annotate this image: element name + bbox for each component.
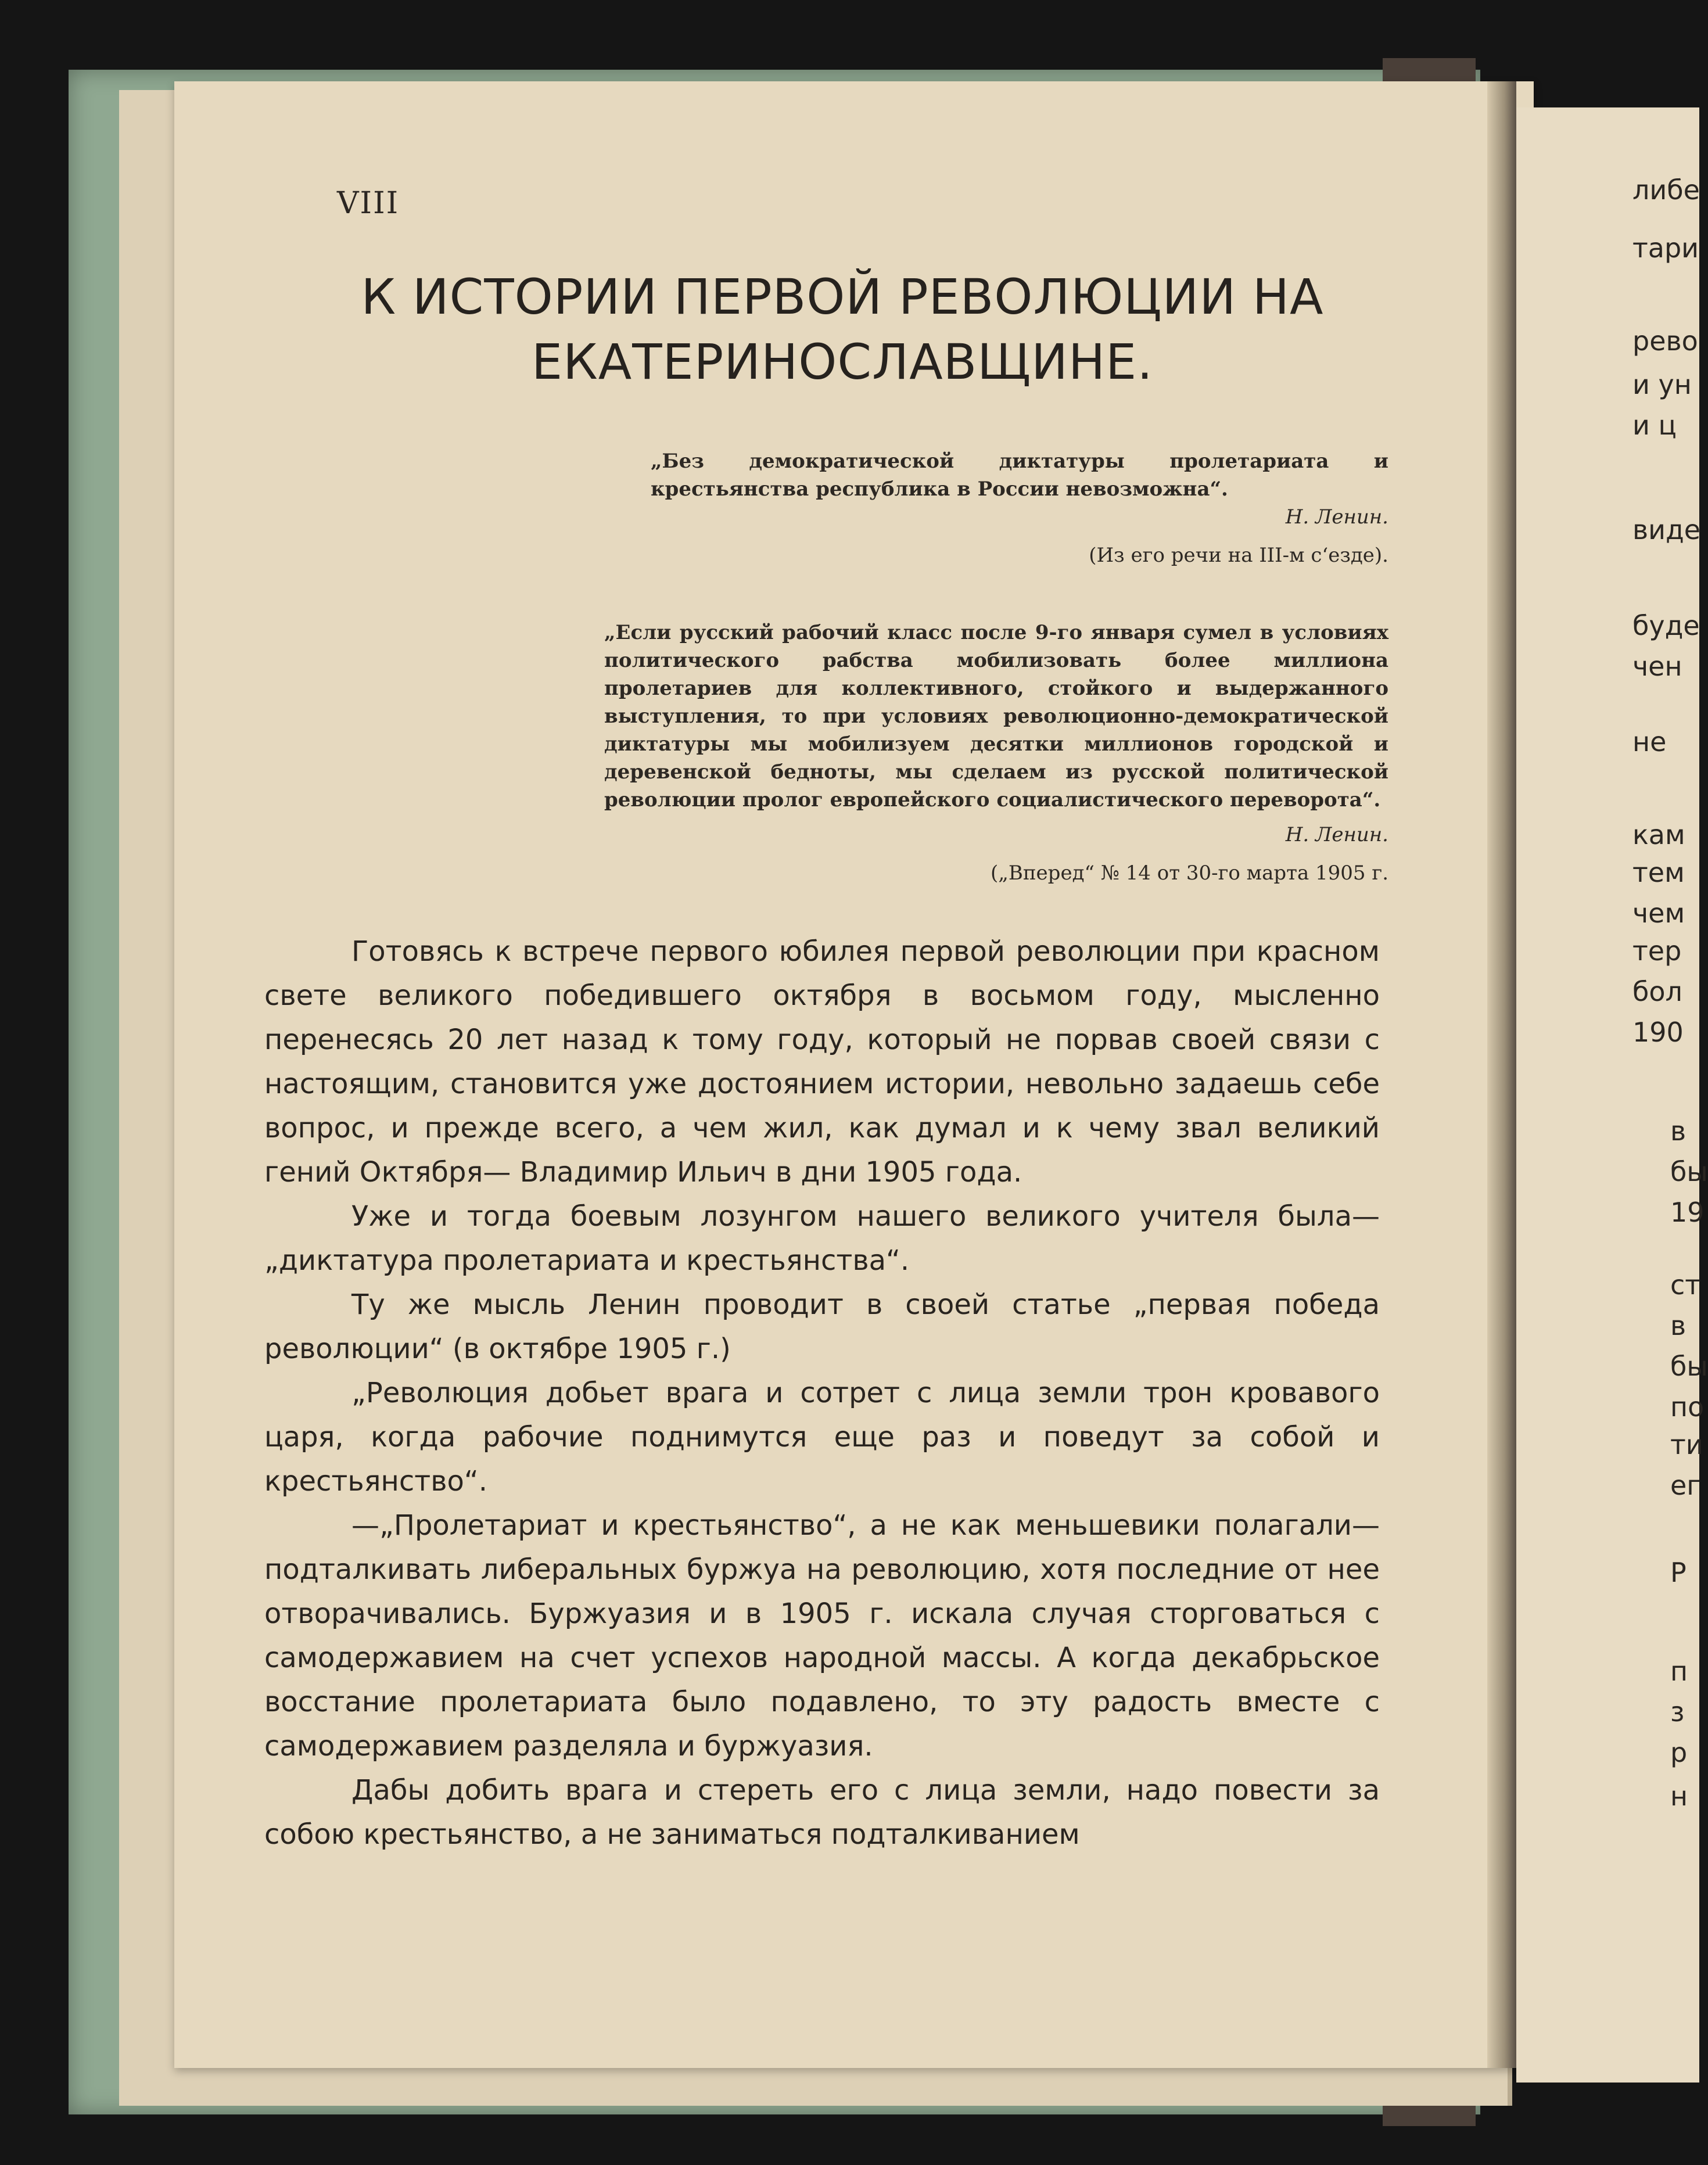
right-page-fragment: в — [1670, 1115, 1687, 1147]
paragraph: Уже и тогда боевым лозунгом нашего великого учителя была—„диктатура пролетариата и крестьянства“. — [264, 1200, 1380, 1277]
right-page-fragment: п — [1670, 1656, 1688, 1687]
right-page-fragment: тем — [1632, 857, 1685, 888]
right-page-fragment: Р — [1670, 1557, 1687, 1588]
right-page-fragment: 190 — [1632, 1017, 1684, 1048]
right-page — [1516, 107, 1708, 2083]
right-page-fragment: чем — [1632, 897, 1685, 929]
epigraph-1-source: (Из его речи на III-м с‘езде). — [1089, 544, 1388, 567]
epigraph-1 — [651, 447, 1388, 569]
right-page-fragment: тари — [1632, 232, 1699, 264]
epigraph-2-author: Н. Ленин. — [1285, 823, 1388, 846]
epigraph-2 — [604, 619, 1388, 887]
book-gutter — [1487, 81, 1516, 2068]
epigraph-1-author: Н. Ленин. — [1285, 505, 1388, 529]
paragraph: Дабы добить врага и стереть его с лица земли, надо повести за собою крестьянство, а не заниматься подталкиванием — [264, 1774, 1380, 1851]
right-page-fragment: кам — [1632, 819, 1685, 850]
right-page-fragment: и ун — [1632, 369, 1692, 400]
right-page-fragment: по — [1670, 1391, 1705, 1423]
right-page-fragment: з — [1670, 1696, 1685, 1728]
epigraph-2-source: („Вперед“ № 14 от 30-го марта 1905 г. — [991, 861, 1388, 885]
right-page-fragment: либе — [1632, 174, 1700, 206]
right-page-fragment: ег — [1670, 1470, 1701, 1501]
paragraph: Ту же мысль Ленин проводит в своей статье „первая победа революции“ (в октябре 1905 г.) — [264, 1288, 1380, 1365]
right-page-fragment: в — [1670, 1310, 1687, 1341]
right-page-fragment: чен — [1632, 651, 1682, 682]
right-page-fragment: виде — [1632, 514, 1701, 545]
right-page-fragment: и ц — [1632, 410, 1677, 441]
page-number: VIII — [337, 186, 400, 221]
right-page-fragment: р — [1670, 1737, 1688, 1768]
right-page-fragment: бол — [1632, 976, 1682, 1007]
right-page-fragment: бы — [1670, 1156, 1708, 1187]
paragraph: Готовясь к встрече первого юбилея первой революции при красном свете великого победившего октября в восьмом году, мысленно перенесясь 20 лет назад к тому году, который не порвав своей связи с настоящим, становится уже достоянием истории, невольно задаешь себе вопрос, и прежде всего, а чем жил, как думал и к чему звал великий гений Октября— Владимир Ильич в дни 1905 года. — [264, 935, 1380, 1189]
paragraph: —„Пролетариат и крестьянство“, а не как меньшевики полагали—подталкивать либеральных буржуа на революцию, хотя последние от нее отворачивались. Буржуазия и в 1905 г. искала случая сторговаться с самодержавием на счет успехов народной массы. А когда декабрьское восстание пролетариата было подавлено, то эту радость вместе с самодержавием разделяла и буржуазия. — [264, 1509, 1380, 1762]
right-page-fragment: буде — [1632, 610, 1700, 641]
right-page-fragment: тер — [1632, 935, 1682, 967]
right-page-fragment: н — [1670, 1780, 1688, 1812]
right-page-fragment: ст — [1670, 1269, 1701, 1301]
right-page-fragment: не — [1632, 726, 1667, 757]
paragraph: „Революция добьет врага и сотрет с лица земли трон кровавого царя, когда рабочие поднимутся еще раз и поведут за собой и крестьянство“. — [264, 1377, 1380, 1498]
epigraph-2-text: „Если русский рабочий класс после 9-го января сумел в условиях политического рабства мобилизовать более миллиона пролетариев для коллективного, стойкого и выдержанного выступления, то при условиях революционно-демократической диктатуры мы мобилизуем десятки миллионов городской и деревенской бедноты, мы сделаем из русской политической революции пролог европейского социалистического переворота“. — [604, 621, 1388, 812]
right-page-fragment: 19 — [1670, 1197, 1705, 1228]
right-page-fragment: рево — [1632, 325, 1698, 357]
body-text — [264, 929, 1380, 1857]
page-title: К ИСТОРИИ ПЕРВОЙ РЕВОЛЮЦИИ НА ЕКАТЕРИНОСЛАВЩИНЕ. — [361, 268, 1324, 390]
right-page-fragment: бы — [1670, 1351, 1708, 1382]
epigraph-1-text: „Без демократической диктатуры пролетариата и крестьянства республика в России невозможна“. — [651, 450, 1388, 501]
right-page-fragment: ти — [1670, 1429, 1703, 1460]
